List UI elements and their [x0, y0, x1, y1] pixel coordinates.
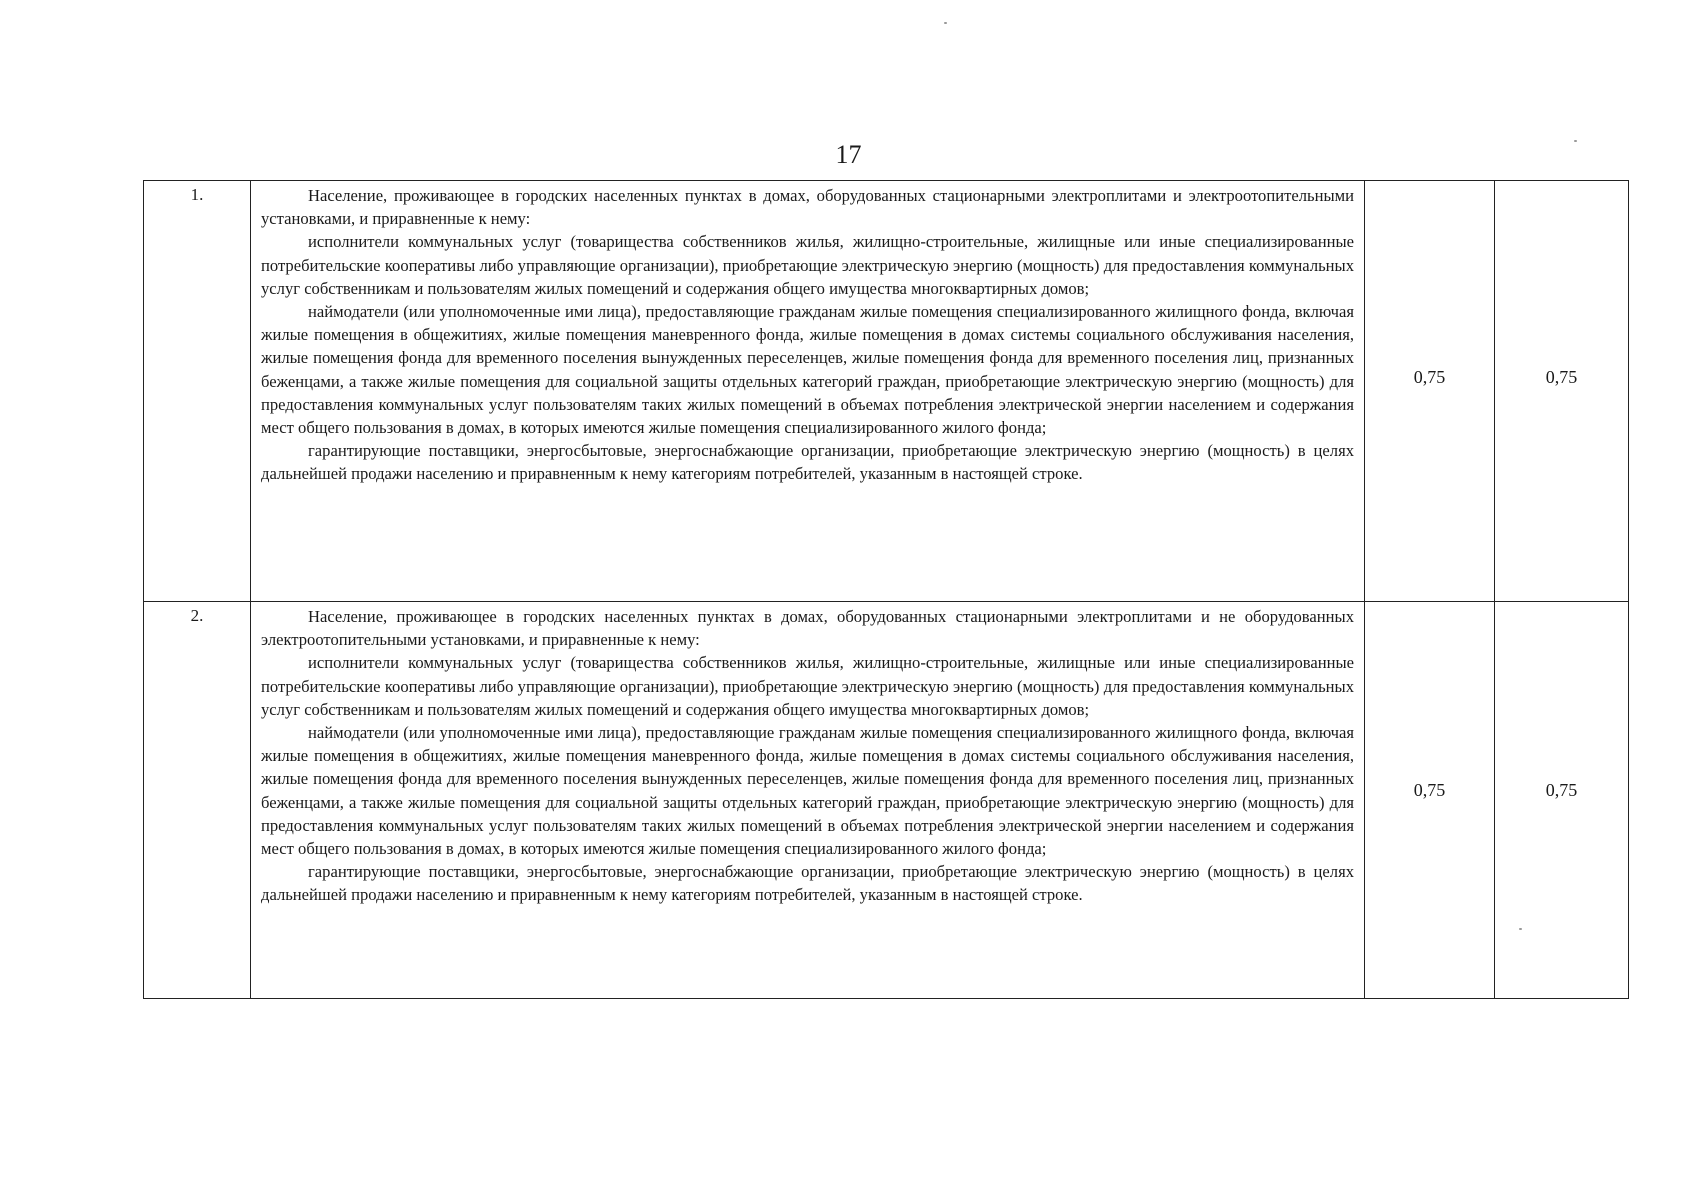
row-number: 2.	[144, 602, 251, 999]
description-paragraph: Население, проживающее в городских населенных пунктах в домах, оборудованных стационарными электроплитами и не оборудованных электроотопительными установками, и приравненные к нему:	[261, 607, 1354, 650]
description-paragraph: наймодатели (или уполномоченные ими лица), предоставляющие гражданам жилые помещения специализированного жилищного фонда, включая жилые помещения в общежитиях, жилые помещения маневренного фонда, жилые помещения в домах системы социального обслуживания населения, жилые помещения фонда для временного поселения вынужденных переселенцев, жилые помещения фонда для временного поселения лиц, признанных беженцами, а также жилые помещения для социальной защиты отдельных категорий граждан, приобретающие электрическую энергию (мощность) для предоставления коммунальных услуг пользователям таких жилых помещений в объемах потребления электрической энергии населением и содержания мест общего пользования в домах, в которых имеются жилые помещения специализированного жилого фонда;	[261, 723, 1354, 859]
value-text: 0,75	[1413, 366, 1446, 387]
description-paragraph: гарантирующие поставщики, энергосбытовые, энергоснабжающие организации, приобретающие электрическую энергию (мощность) в целях дальнейшей продажи населению и приравненным к нему категориям потребителей, указанным в настоящей строке.	[261, 441, 1354, 484]
scan-speck	[1574, 140, 1577, 142]
row-value-2	[1495, 602, 1629, 999]
row-value-1	[1365, 181, 1495, 602]
description-paragraph: Население, проживающее в городских населенных пунктах в домах, оборудованных стационарными электроплитами и электроотопительными установками, и приравненные к нему:	[261, 186, 1354, 229]
page-number: 17	[835, 140, 862, 169]
description-paragraph: исполнители коммунальных услуг (товарищества собственников жилья, жилищно-строительные, жилищные или иные специализированные потребительские кооперативы либо управляющие организации), приобретающие электрическую энергию (мощность) для предоставления коммунальных услуг собственникам и пользователям жилых помещений и содержания общего имущества многоквартирных домов;	[261, 653, 1354, 719]
table-row	[144, 602, 1629, 999]
value-text: 0,75	[1413, 779, 1446, 800]
scan-speck	[1519, 928, 1522, 930]
tariff-table	[143, 180, 1629, 999]
row-value-1	[1365, 602, 1495, 999]
row-description	[251, 602, 1365, 999]
value-text: 0,75	[1545, 366, 1578, 387]
scan-speck	[944, 22, 947, 24]
description-paragraph: наймодатели (или уполномоченные ими лица), предоставляющие гражданам жилые помещения специализированного жилищного фонда, включая жилые помещения в общежитиях, жилые помещения маневренного фонда, жилые помещения в домах системы социального обслуживания населения, жилые помещения фонда для временного поселения вынужденных переселенцев, жилые помещения фонда для временного поселения лиц, признанных беженцами, а также жилые помещения для социальной защиты отдельных категорий граждан, приобретающие электрическую энергию (мощность) для предоставления коммунальных услуг пользователям таких жилых помещений в объемах потребления электрической энергии населением и содержания мест общего пользования в домах, в которых имеются жилые помещения специализированного жилого фонда;	[261, 302, 1354, 438]
description-paragraph: исполнители коммунальных услуг (товарищества собственников жилья, жилищно-строительные, жилищные или иные специализированные потребительские кооперативы либо управляющие организации), приобретающие электрическую энергию (мощность) для предоставления коммунальных услуг собственникам и пользователям жилых помещений и содержания общего имущества многоквартирных домов;	[261, 232, 1354, 298]
description-paragraph: гарантирующие поставщики, энергосбытовые, энергоснабжающие организации, приобретающие электрическую энергию (мощность) в целях дальнейшей продажи населению и приравненным к нему категориям потребителей, указанным в настоящей строке.	[261, 862, 1354, 905]
value-text: 0,75	[1545, 779, 1578, 800]
table-row	[144, 181, 1629, 602]
row-number: 1.	[144, 181, 251, 602]
row-value-2	[1495, 181, 1629, 602]
row-description	[251, 181, 1365, 602]
